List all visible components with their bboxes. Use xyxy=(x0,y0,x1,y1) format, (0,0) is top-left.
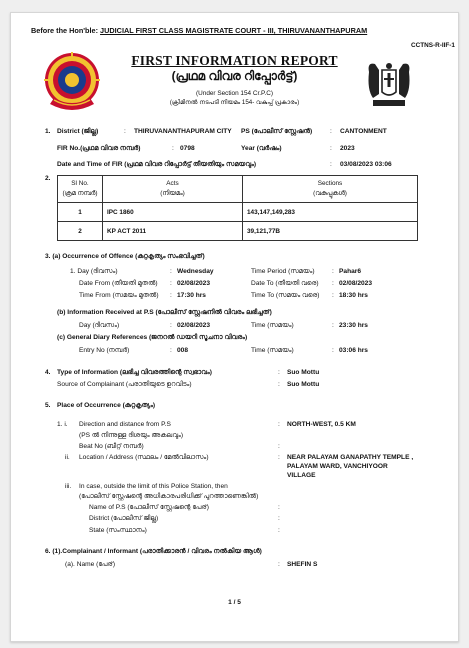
direction-value: NORTH-WEST, 0.5 KM xyxy=(287,421,356,428)
complainant-name-value: SHEFIN S xyxy=(287,561,318,568)
district-value: THIRUVANANTHAPURAM CITY xyxy=(134,128,232,135)
day-label: 1. Day (ദിവസം) xyxy=(70,268,118,275)
act-cell: KP ACT 2011 xyxy=(103,222,243,241)
section-5-number: 5. xyxy=(45,402,51,409)
report-title: FIRST INFORMATION REPORT xyxy=(131,53,338,68)
direction-label: Direction and distance from P.S xyxy=(79,421,171,428)
received-time-label: Time (സമയം) xyxy=(251,322,294,329)
ps-label: PS (പോലീസ് സ്റ്റേഷൻ) xyxy=(241,128,313,135)
table-row xyxy=(58,203,418,222)
time-to-label: Time To (സമയം വരെ) xyxy=(251,292,320,299)
info-type-label: Type of Information (ലഭിച്ച വിവരത്തിന്റെ സ്വഭാവം) xyxy=(57,369,212,376)
sections-cell: 143,147,149,283 xyxy=(243,203,418,222)
page-number: 1 / 5 xyxy=(228,599,241,606)
colon: : xyxy=(332,347,334,354)
form-code: CCTNS-R-IIF-1 xyxy=(410,42,455,49)
other-state-label: State (സംസ്ഥാനം) xyxy=(89,527,147,534)
colon: : xyxy=(278,561,280,568)
under-section-ml: (ക്രിമിനൽ നടപടി നിയമം 154- വകുപ്പ് പ്രകാരം) xyxy=(169,99,300,106)
time-period-label: Time Period (സമയം) xyxy=(251,268,315,275)
day-value: Wednesday xyxy=(177,268,214,275)
section-1-number: 1. xyxy=(45,128,51,135)
colon: : xyxy=(170,347,172,354)
date-from-label: Date From (തീയതി മുതൽ) xyxy=(79,280,158,287)
place-of-occurrence-heading: Place of Occurrence (കുറ്റകൃത്യം) xyxy=(57,402,156,409)
colon: : xyxy=(278,515,280,522)
year-label: Year (വർഷം) xyxy=(241,145,282,152)
time-from-label: Time From (സമയം മുതൽ) xyxy=(79,292,159,299)
section-2-number: 2. xyxy=(45,175,51,182)
time-period-value: Pahar6 xyxy=(339,268,361,275)
sl-header: Sl No. (ക്രമ നമ്പർ) xyxy=(58,176,103,203)
sections-cell: 39,121,77B xyxy=(243,222,418,241)
section-4-number: 4. xyxy=(45,369,51,376)
year-value: 2023 xyxy=(340,145,355,152)
colon: : xyxy=(170,292,172,299)
act-cell: IPC 1860 xyxy=(103,203,243,222)
colon: : xyxy=(170,322,172,329)
colon: : xyxy=(124,128,126,135)
court-heading: Before the Hon'ble: JUDICIAL FIRST CLASS MAGISTRATE COURT - III, THIRUVANANTHAPURAM xyxy=(31,26,368,35)
colon: : xyxy=(170,280,172,287)
item-iii-number: iii. xyxy=(65,483,72,490)
acts-header: Acts (നിയമം) xyxy=(103,176,243,203)
other-district-label: District (പോലീസ് ജില്ല) xyxy=(89,515,159,522)
occurrence-heading: 3. (a) Occurrence of Offence (കുറ്റകൃത്യം സംഭവിച്ചത്) xyxy=(45,253,205,260)
complainant-name-label: (a). Name (പേര്) xyxy=(65,561,116,568)
other-ps-name-label: Name of P.S (പോലീസ് സ്റ്റേഷന്റെ പേര്) xyxy=(89,504,209,511)
received-day-label: Day (ദിവസം) xyxy=(79,322,120,329)
colon: : xyxy=(170,268,172,275)
entry-no-value: 008 xyxy=(177,347,189,354)
location-value-line-3: VILLAGE xyxy=(287,472,316,479)
direction-label-ml: (PS ൽ നിന്നുള്ള ദിശയും അകലവും) xyxy=(79,432,184,439)
info-type-value: Suo Mottu xyxy=(287,369,320,376)
colon: : xyxy=(278,527,280,534)
ps-value: CANTONMENT xyxy=(340,128,387,135)
district-label: District (ജില്ല) xyxy=(57,128,99,135)
colon: : xyxy=(278,369,280,376)
time-to-value: 18:30 hrs xyxy=(339,292,368,299)
under-section: (Under Section 154 Cr.P.C) xyxy=(196,90,273,97)
location-value-line-1: NEAR PALAYAM GANAPATHY TEMPLE , xyxy=(287,454,414,461)
acts-table xyxy=(57,175,418,241)
info-received-heading: (b) Information Received at P.S (പോലീസ് സ്റ്റേഷനിൽ വിവരം ലഭിച്ചത്) xyxy=(57,309,272,316)
colon: : xyxy=(278,504,280,511)
sl-cell: 1 xyxy=(58,203,103,222)
date-to-value: 02/08/2023 xyxy=(339,280,373,287)
received-time-value: 23:30 hrs xyxy=(339,322,368,329)
colon: : xyxy=(332,322,334,329)
colon: : xyxy=(278,421,280,428)
source-value: Suo Mottu xyxy=(287,381,320,388)
location-label: Location / Address (സ്ഥലം / മേൽവിലാസം) xyxy=(79,454,209,461)
gd-time-label: Time (സമയം) xyxy=(251,347,294,354)
general-diary-heading: (c) General Diary References (ജനറൽ ഡയറി സൂചനാ വിവരം) xyxy=(57,334,248,341)
time-from-value: 17:30 hrs xyxy=(177,292,206,299)
acts-table-header xyxy=(58,176,418,203)
fir-datetime-label: Date and Time of FIR (പ്രഥമ വിവര റിപ്പോർട്ട് തീയതിയും സമയവും) xyxy=(57,161,257,168)
colon: : xyxy=(330,128,332,135)
colon: : xyxy=(172,145,174,152)
outside-limit-label-ml: (പോലീസ് സ്റ്റേഷന്റെ അധികാരപരിധിക്ക് പുറത്താണെങ്കിൽ) xyxy=(79,493,259,500)
received-day-value: 02/08/2023 xyxy=(177,322,211,329)
date-to-label: Date To (തീയതി വരെ) xyxy=(251,280,319,287)
colon: : xyxy=(278,443,280,450)
fir-label: FIR No.(പ്രഥമ വിവര നമ്പർ) xyxy=(57,145,141,152)
item-i-number: 1. i. xyxy=(57,421,68,428)
colon: : xyxy=(332,280,334,287)
sl-cell: 2 xyxy=(58,222,103,241)
colon: : xyxy=(278,381,280,388)
gd-time-value: 03:06 hrs xyxy=(339,347,368,354)
fir-value: 0798 xyxy=(180,145,195,152)
colon: : xyxy=(330,161,332,168)
colon: : xyxy=(332,292,334,299)
date-from-value: 02/08/2023 xyxy=(177,280,211,287)
colon: : xyxy=(278,454,280,461)
colon: : xyxy=(330,145,332,152)
source-label: Source of Complainant (പരാതിയുടെ ഉറവിടം) xyxy=(57,381,192,388)
beat-no-label: Beat No (ബീറ്റ് നമ്പർ) xyxy=(79,443,144,450)
entry-no-label: Entry No (നമ്പർ) xyxy=(79,347,130,354)
report-title-ml: (പ്രഥമ വിവര റിപ്പോർട്ട്) xyxy=(171,69,298,83)
item-ii-number: ii. xyxy=(65,454,70,461)
fir-datetime-value: 03/08/2023 03:06 xyxy=(340,161,392,168)
sections-header: Sections (വകുപ്പുകൾ) xyxy=(243,176,418,203)
court-name: JUDICIAL FIRST CLASS MAGISTRATE COURT - III, THIRUVANANTHAPURAM xyxy=(100,26,368,35)
colon: : xyxy=(332,268,334,275)
table-row xyxy=(58,222,418,241)
complainant-heading: 6. (1).Complainant / Informant (പരാതിക്കാരൻ / വിവരം നൽകിയ ആൾ) xyxy=(45,548,262,555)
location-value-line-2: PALAYAM WARD, VANCHIYOOR xyxy=(287,463,388,470)
outside-limit-label: In case, outside the limit of this Police Station, then xyxy=(79,483,228,490)
